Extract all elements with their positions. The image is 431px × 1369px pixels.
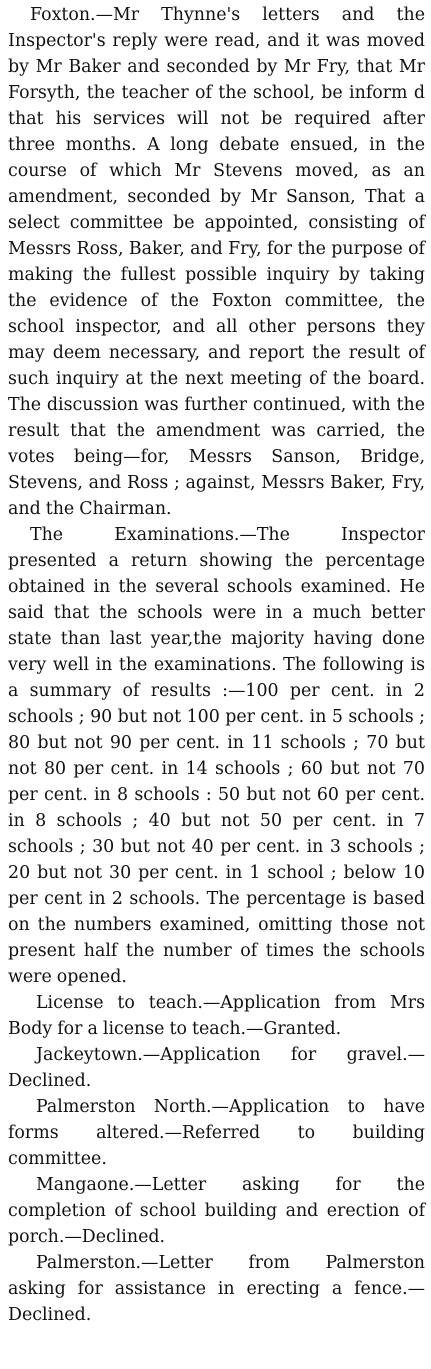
paragraph-mangaone	[8, 1172, 425, 1250]
paragraph-jackeytown	[8, 1042, 425, 1094]
heading-palmerston-north: Palmerston North.—	[36, 1097, 229, 1117]
paragraph-foxton	[8, 2, 425, 522]
text-palmerston-north: Application to have forms altered.—Referred to building committee.	[8, 1097, 425, 1169]
heading-jackeytown: Jackeytown.—	[36, 1045, 161, 1065]
heading-license: License to teach.—	[36, 993, 221, 1013]
text-jackeytown: Application for gravel.—Declined.	[8, 1045, 425, 1091]
text-palmerston: Letter from Palmerston asking for assistance in erecting a fence.—Declined.	[8, 1253, 425, 1325]
heading-palmerston: Palmerston.—	[36, 1253, 159, 1273]
heading-mangaone: Mangaone.—	[36, 1175, 152, 1195]
text-mangaone: Letter asking for the completion of school building and erection of porch.—Declined.	[8, 1175, 425, 1247]
paragraph-license	[8, 990, 425, 1042]
text-license: Application from Mrs Body for a license to teach.—Granted.	[8, 993, 425, 1039]
heading-examinations: The Examinations.—	[30, 525, 257, 545]
paragraph-palmerston	[8, 1250, 425, 1328]
paragraph-examinations	[8, 522, 425, 990]
text-foxton: Mr Thynne's letters and the Inspector's reply were read, and it was moved by Mr Baker and seconded by Mr Fry, that Mr Forsyth, the teacher of the school, be inform d that his services will not be required after three months. A long debate ensued, in the course of which Mr Stevens moved, as an amendment, seconded by Mr Sanson, That a select committee be appointed, consisting of Messrs Ross, Baker, and Fry, for the purpose of making the fullest possible inquiry by taking the evidence of the Foxton committee, the school inspector, and all other persons they may deem necessary, and report the result of such inquiry at the next meeting of the board. The discussion was further continued, with the result that the amendment was carried, the votes being—for, Messrs Sanson, Bridge, Stevens, and Ross ; against, Messrs Baker, Fry, and the Chairman.	[8, 5, 425, 519]
heading-foxton: Foxton.—	[30, 5, 113, 25]
paragraph-palmerston-north	[8, 1094, 425, 1172]
newspaper-column	[4, 0, 427, 1369]
text-examinations: The Inspector presented a return showing the percentage obtained in the several schools examined. He said that the schools were in a much better state than last year,the majority having done very well in the examinations. The following is a summary of results :—100 per cent. in 2 schools ; 90 but not 100 per cent. in 5 schools ; 80 but not 90 per cent. in 11 schools ; 70 but not 80 per cent. in 14 schools ; 60 but not 70 per cent. in 8 schools : 50 but not 60 per cent. in 8 schools ; 40 but not 50 per cent. in 7 schools ; 30 but not 40 per cent. in 3 schools ; 20 but not 30 per cent. in 1 school ; below 10 per cent in 2 schools. The percentage is based on the numbers examined, omitting those not present half the number of times the schools were opened.	[8, 525, 425, 987]
